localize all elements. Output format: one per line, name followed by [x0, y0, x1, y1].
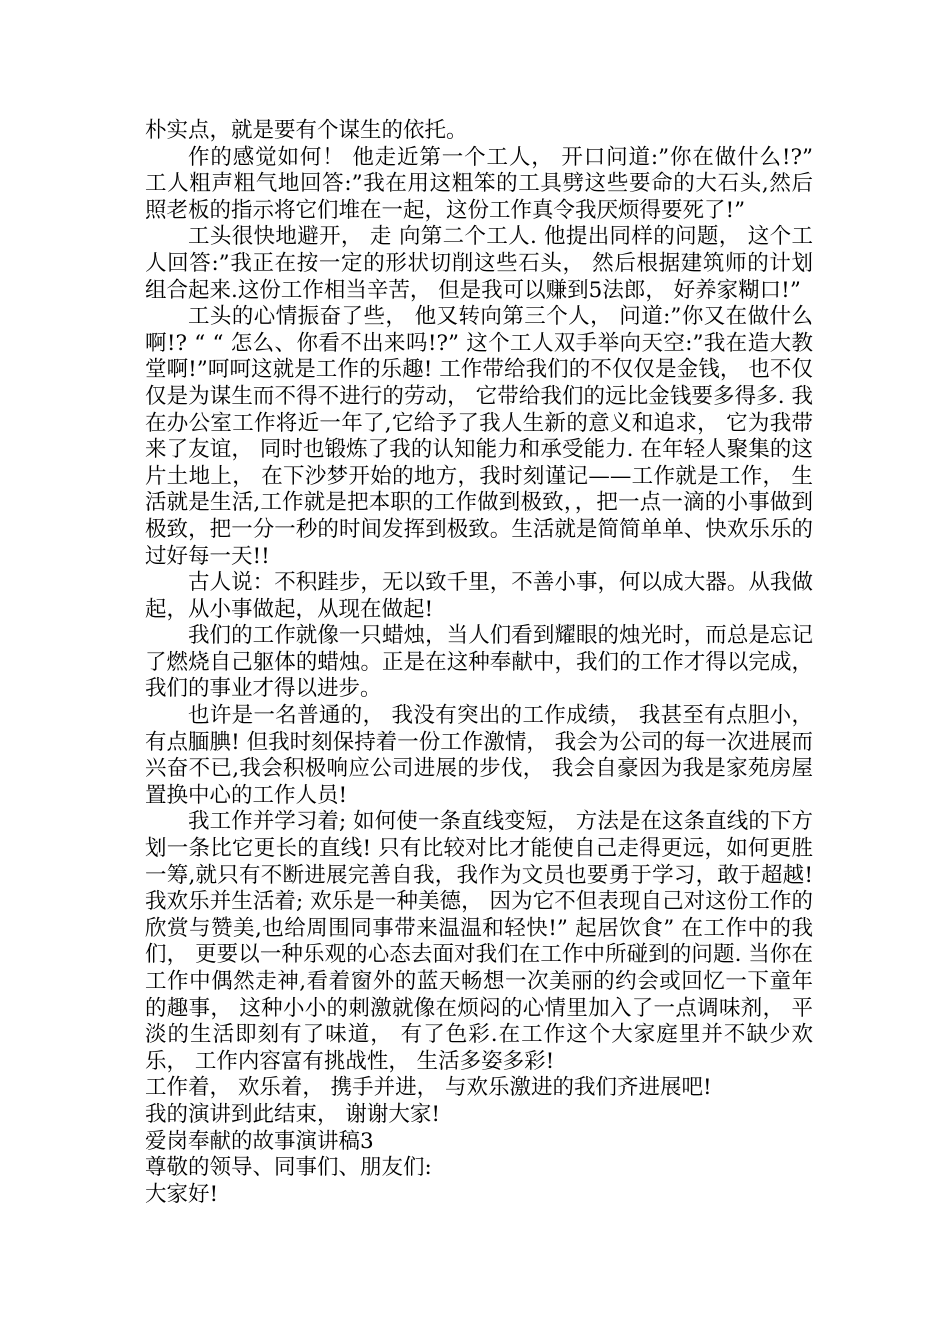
paragraph-continuation: 朴实点，就是要有个谋生的依托。: [145, 118, 468, 143]
paragraph-third-worker: 工头的心情振奋了些， 他又转向第三个人， 问道:”你又在做什么啊!? “ “ 怎么、你看不出来吗!?” 这个工人双手举向天空:”我在造大教堂啊!”呵呵这就是工作的乐趣! 工作带给我们的不仅仅是金钱， 也不仅仅是为谋生而不得不进行的劳动， 它带给我们的远比金钱要多得多. 我在办公室工作将近一年了,它给予了我人生新的意义和追求， 它为我带来了友谊， 同时也锻炼了我的认知能力和承受能力. 在年轻人聚集的这片土地上， 在下沙梦开始的地方，我时刻谨记——工作就是工作， 生活就是生活,工作就是把本职的工作做到极致，，把一点一滴的小事做到极致，把一分一秒的时间发挥到极致。生活就是简简单单、快欢乐乐的过好每一天!!: [145, 304, 813, 569]
paragraph-second-worker: 工头很快地避开， 走 向第二个工人. 他提出同样的问题， 这个工人回答:”我正在按一定的形状切削这些石头， 然后根据建筑师的计划组合起来.这份工作相当辛苦， 但是我可以赚到5法郎， 好养家糊口!”: [145, 224, 813, 303]
salutation-line: 尊敬的领导、同事们、朋友们:: [145, 1155, 432, 1181]
paragraph-candle: 我们的工作就像一只蜡烛，当人们看到耀眼的烛光时，而总是忘记了燃烧自己躯体的蜡烛。正是在这种奉献中，我们的工作才得以完成，我们的事业才得以进步。: [145, 623, 813, 702]
paragraph-ancient-saying: 古人说：不积跬步，无以致千里，不善小事，何以成大器。从我做起，从小事做起，从现在做起!: [145, 570, 813, 622]
paragraph-ordinary-worker: 也许是一名普通的， 我没有突出的工作成绩， 我甚至有点胆小， 有点腼腆! 但我时刻保持着一份工作激情， 我会为公司的每一次进展而兴奋不已,我会积极响应公司进展的步伐， 我会自豪因为我是家苑房屋置换中心的工作人员!: [145, 703, 813, 808]
paragraph-learning: 我工作并学习着; 如何使一条直线变短， 方法是在这条直线的下方划一条比它更长的直线! 只有比较对比才能使自己走得更远，如何更胜一筹,就只有不断进展完善自我，我作为文员也要勇于学习，敢于超越! 我欢乐并生活着; 欢乐是一种美德， 因为它不但表现自己对这份工作的欣赏与赞美,也给周围同事带来温温和轻快!” 起居饮食” 在工作中的我们， 更要以一种乐观的心态去面对我们在工作中所碰到的问题. 当你在工作中偶然走神,看着窗外的蓝天畅想一次美丽的约会或回忆一下童年的趣事， 这种小小的刺激就像在烦闷的心情里加入了一点调味剂， 平淡的生活即刻有了味道， 有了色彩.在工作这个大家庭里并不缺少欢乐， 工作内容富有挑战性， 生活多姿多彩!: [145, 809, 813, 1074]
document-body: [145, 118, 813, 1208]
greeting-line: 大家好!: [145, 1181, 219, 1207]
paragraph-first-worker: 作的感觉如何！ 他走近第一个工人， 开口问道:”你在做什么!?” 工人粗声粗气地回答:”我在用这粗笨的工具劈这些要命的大石头,然后照老板的指示将它们堆在一起，这份工作真令我厌烦得要死了!”: [145, 144, 813, 223]
closing-line: 工作着， 欢乐着， 携手并进， 与欢乐激进的我们齐进展吧!: [145, 1075, 712, 1101]
speech-title: 爱岗奉献的故事演讲稿3: [145, 1128, 374, 1154]
thanks-line: 我的演讲到此结束， 谢谢大家!: [145, 1101, 440, 1127]
